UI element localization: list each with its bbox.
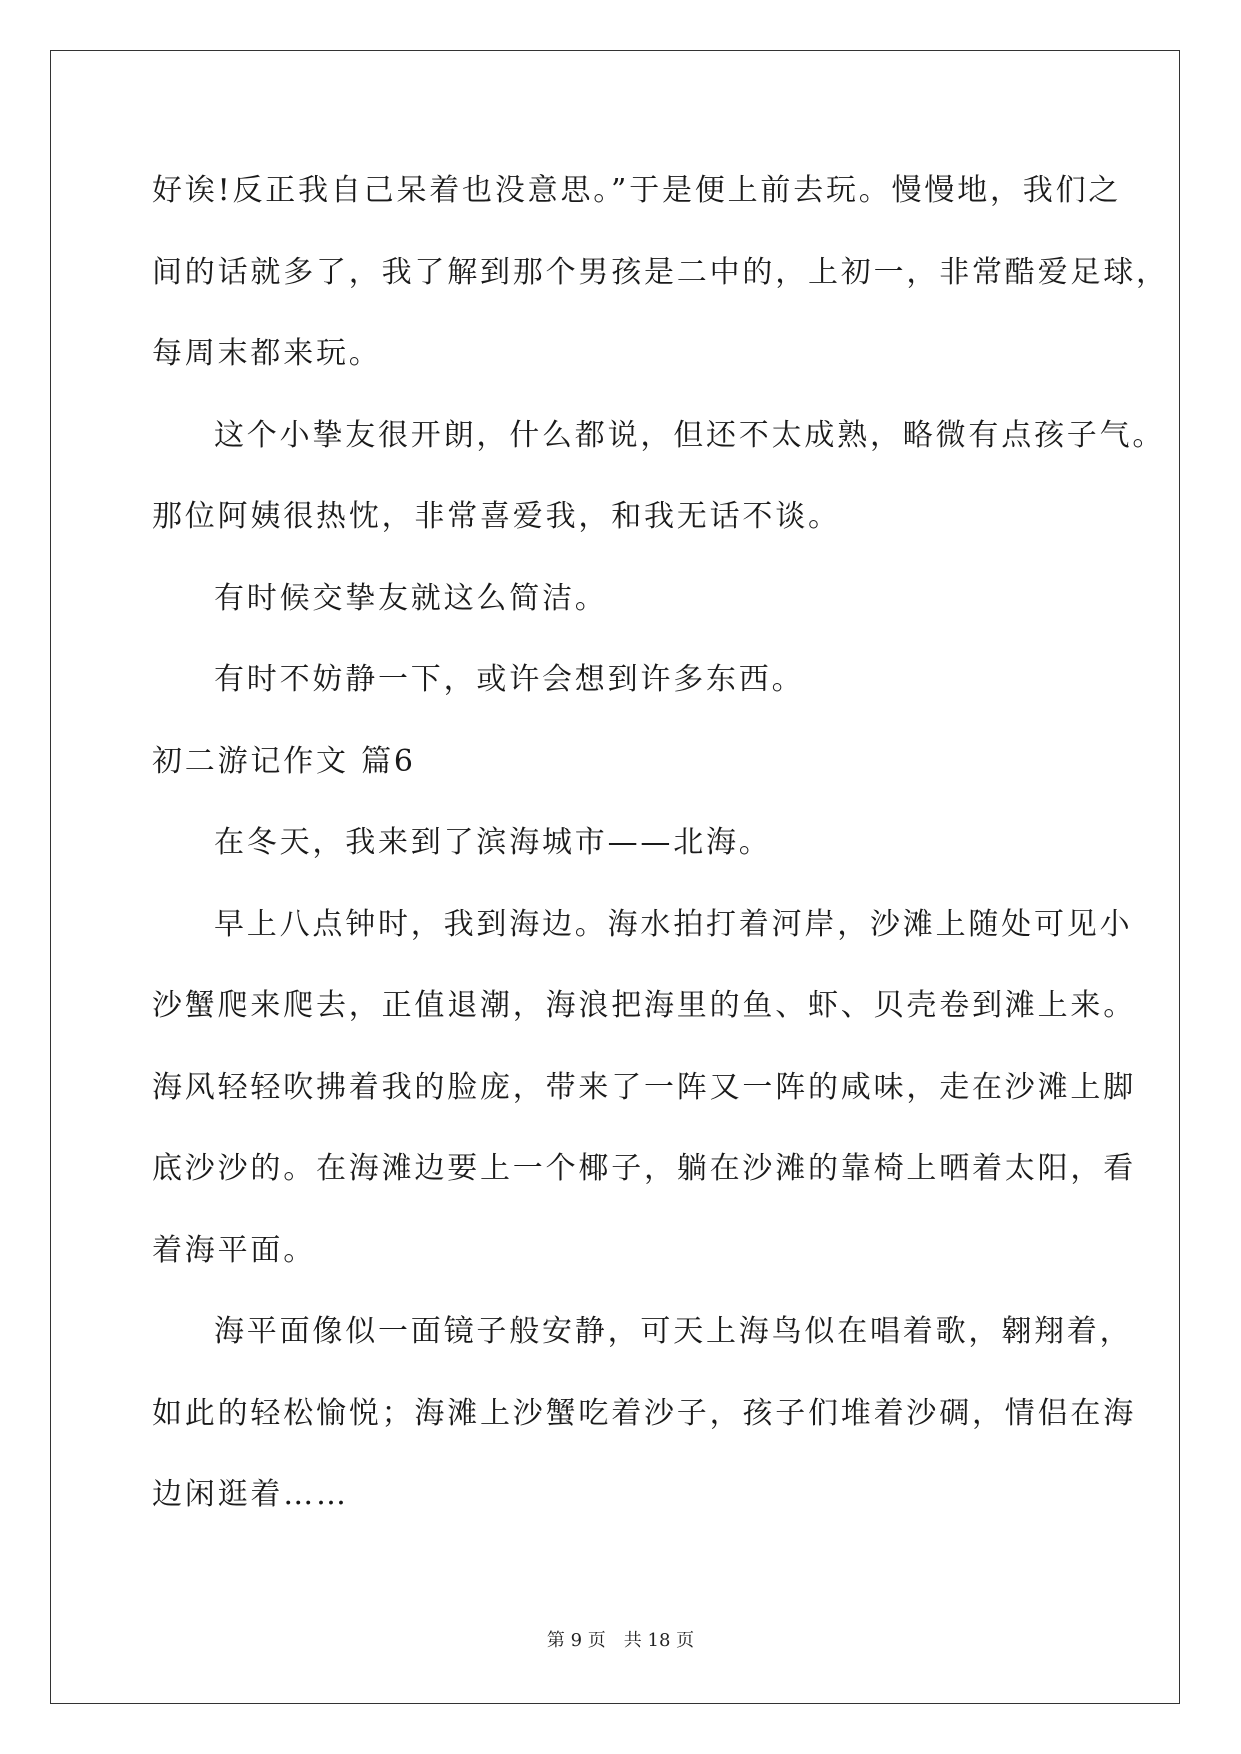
text-line: 有时不妨静一下，或许会想到许多东西。: [214, 662, 805, 697]
text-line: 如此的轻松愉悦；海滩上沙蟹吃着沙子，孩子们堆着沙碉，情侣在海: [152, 1395, 1136, 1431]
text-line: 海风轻轻吹拂着我的脸庞，带来了一阵又一阵的咸味，走在沙滩上脚: [152, 1069, 1136, 1105]
text-line: 沙蟹爬来爬去，正值退潮，海浪把海里的鱼、虾、贝壳卷到滩上来。: [152, 988, 1136, 1023]
text-line: 每周末都来玩。: [152, 336, 382, 371]
text-line: 这个小挚友很开朗，什么都说，但还不太成熟，略微有点孩子气。: [214, 417, 1166, 453]
text-line: 底沙沙的。在海滩边要上一个椰子，躺在沙滩的靠椅上晒着太阳，看: [152, 1151, 1136, 1186]
text-line: 那位阿姨很热忱，非常喜爱我，和我无话不谈。: [152, 499, 841, 534]
text-line: 好诶!反正我自己呆着也没意思。”于是便上前去玩。慢慢地，我们之: [152, 173, 1122, 208]
text-line: 有时候交挚友就这么简洁。: [214, 580, 608, 616]
text-line: 边闲逛着……: [152, 1477, 349, 1512]
text-line: 海平面像似一面镜子般安静，可天上海鸟似在唱着歌，翱翔着，: [214, 1314, 1133, 1349]
text-line: 早上八点钟时，我到海边。海水拍打着河岸，沙滩上随处可见小: [214, 906, 1133, 942]
text-line: 在冬天，我来到了滨海城市——北海。: [214, 825, 772, 860]
text-line: 着海平面。: [152, 1232, 316, 1268]
document-body: [152, 162, 1169, 1548]
page-number-footer: 第 9 页 共 18 页: [546, 1630, 695, 1651]
text-line: 间的话就多了，我了解到那个男孩是二中的，上初一，非常酷爱足球，: [152, 254, 1169, 290]
section-heading: 初二游记作文 篇6: [152, 743, 416, 779]
